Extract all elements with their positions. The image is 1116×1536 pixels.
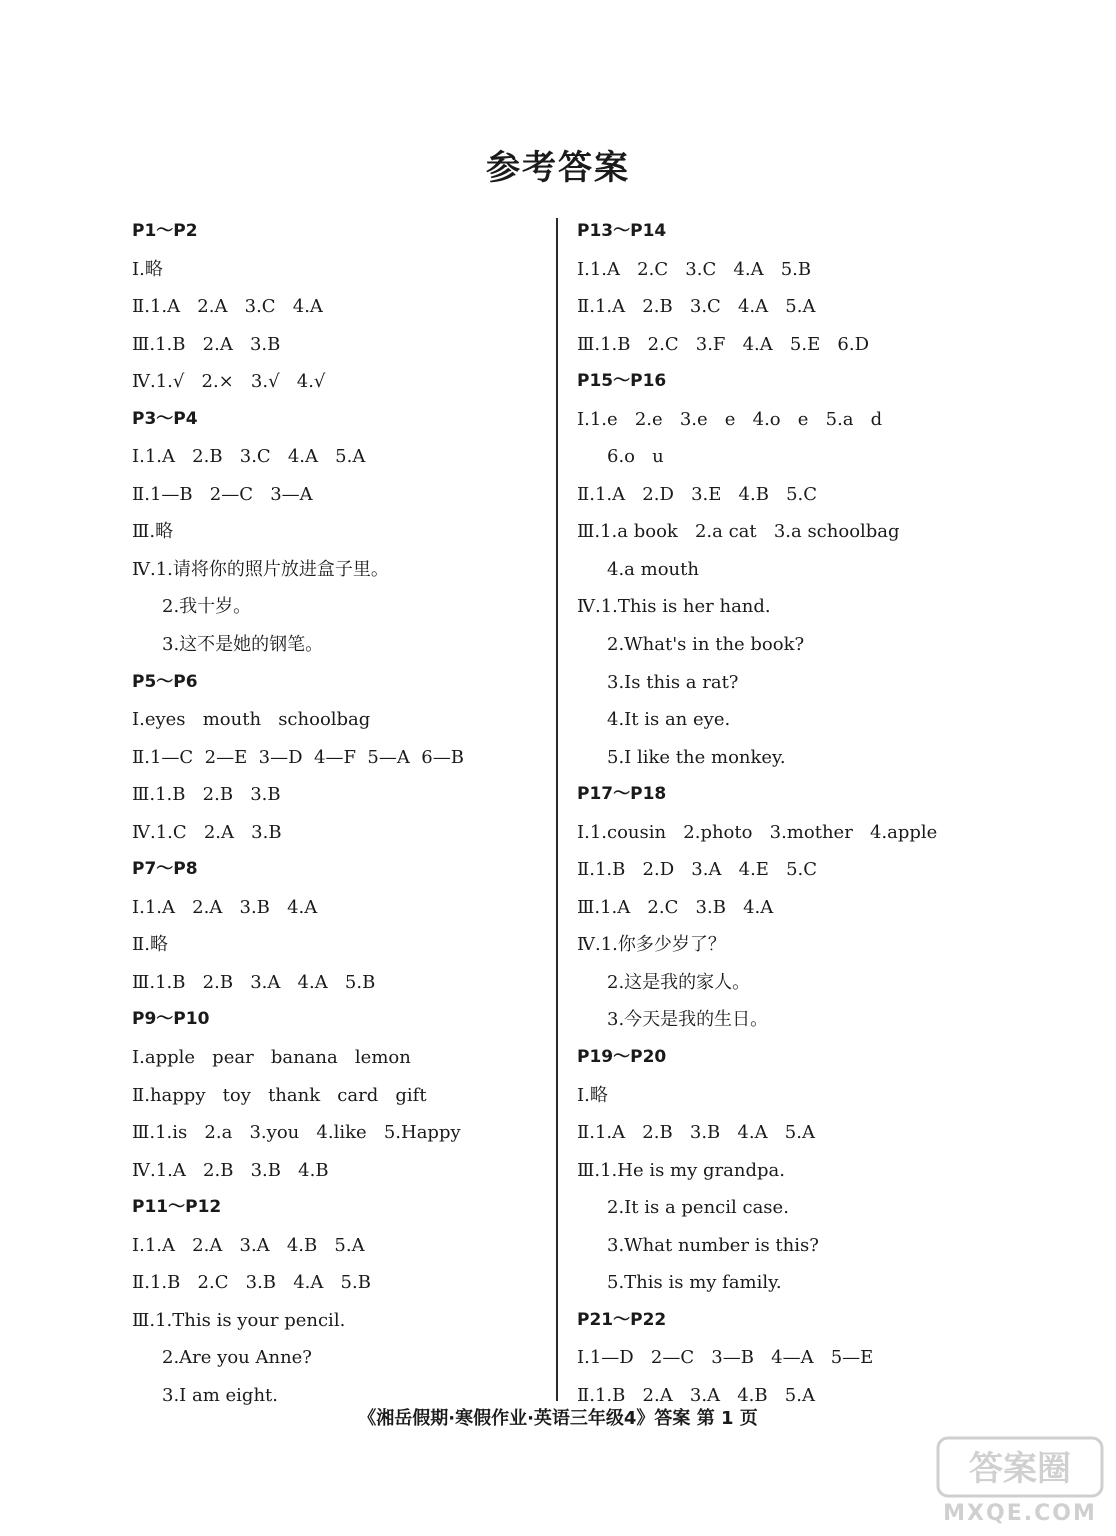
section-heading: P7～P8 — [132, 859, 198, 880]
answer-line: Ⅰ.1.e 2.e 3.e e 4.o e 5.a d — [577, 408, 883, 430]
answer-line: Ⅳ.1.√ 2.× 3.√ 4.√ — [132, 371, 326, 393]
answer-line: Ⅲ.1.B 2.B 3.B — [132, 784, 281, 806]
answer-line: 2.我十岁。 — [162, 596, 252, 618]
answer-line: 2.Are you Anne? — [162, 1347, 312, 1369]
answer-line: Ⅰ.apple pear banana lemon — [132, 1047, 411, 1069]
answer-line: Ⅳ.1.请将你的照片放进盒子里。 — [132, 558, 389, 580]
section-heading: P9～P10 — [132, 1009, 210, 1030]
answer-line: Ⅰ.略 — [577, 1084, 608, 1106]
watermark-logo — [932, 1432, 1108, 1528]
answer-line: Ⅳ.1.你多少岁了？ — [577, 934, 726, 956]
answer-line: Ⅲ.1.B 2.C 3.F 4.A 5.E 6.D — [577, 333, 870, 355]
answer-line: Ⅰ.1.A 2.C 3.C 4.A 5.B — [577, 258, 812, 280]
answer-line: Ⅱ.略 — [132, 934, 168, 956]
answer-line: Ⅰ.eyes mouth schoolbag — [132, 709, 371, 731]
answer-line: Ⅲ.1.is 2.a 3.you 4.like 5.Happy — [132, 1122, 461, 1144]
answer-line: 3.Is this a rat? — [607, 671, 739, 693]
column-divider — [556, 218, 558, 1401]
answer-line: Ⅱ.1.A 2.A 3.C 4.A — [132, 296, 323, 318]
section-heading: P1～P2 — [132, 221, 198, 241]
answer-line: 3.今天是我的生日。 — [607, 1009, 769, 1031]
section-heading: P11～P12 — [132, 1197, 222, 1218]
section-heading: P3～P4 — [132, 408, 198, 429]
answer-line: Ⅱ.1.A 2.D 3.E 4.B 5.C — [577, 483, 818, 505]
answer-line: 6.o u — [607, 446, 664, 468]
answer-line: 3.I am eight. — [162, 1384, 279, 1406]
answer-line: 5.This is my family. — [607, 1272, 782, 1294]
answer-line: Ⅲ.1.B 2.A 3.B — [132, 333, 281, 355]
page-title: 参考答案 — [486, 148, 630, 188]
section-heading: P21～P22 — [577, 1309, 667, 1330]
answer-line: Ⅱ.1—B 2—C 3—A — [132, 483, 313, 505]
answer-line: Ⅲ.1.This is your pencil. — [132, 1309, 346, 1331]
answer-line: Ⅱ.happy toy thank card gift — [132, 1084, 427, 1106]
answer-line: Ⅱ.1.B 2.C 3.B 4.A 5.B — [132, 1272, 371, 1294]
watermark-top-text: 答案圈 — [969, 1449, 1071, 1489]
answer-line: Ⅳ.1.C 2.A 3.B — [132, 821, 282, 843]
answer-line: Ⅰ.1—D 2—C 3—B 4—A 5—E — [577, 1347, 874, 1369]
answer-line: 4.It is an eye. — [607, 709, 731, 731]
answer-line: Ⅲ.1.A 2.C 3.B 4.A — [577, 896, 774, 918]
answer-line: Ⅰ.1.A 2.B 3.C 4.A 5.A — [132, 446, 366, 468]
answer-line: 2.What's in the book? — [607, 634, 805, 656]
answer-line: Ⅲ.1.He is my grandpa. — [577, 1159, 785, 1181]
answer-line: 4.a mouth — [607, 558, 699, 580]
section-heading: P5～P6 — [132, 671, 198, 692]
answer-line: Ⅱ.1.A 2.B 3.C 4.A 5.A — [577, 296, 816, 318]
answer-column-right — [577, 213, 997, 1415]
answer-line: Ⅱ.1—C 2—E 3—D 4—F 5—A 6—B — [132, 746, 464, 768]
section-heading: P13～P14 — [577, 221, 667, 241]
answer-line: Ⅱ.1.B 2.D 3.A 4.E 5.C — [577, 859, 818, 881]
section-heading: P17～P18 — [577, 784, 667, 805]
answer-line: 3.这不是她的钢笔。 — [162, 634, 324, 656]
answer-line: 3.What number is this? — [607, 1234, 819, 1256]
answer-line: Ⅲ.1.B 2.B 3.A 4.A 5.B — [132, 971, 376, 993]
answer-line: 2.It is a pencil case. — [607, 1197, 789, 1219]
watermark-bottom-text: MXQE.COM — [943, 1501, 1097, 1526]
page-footer: 《湘岳假期·寒假作业·英语三年级4》答案 第 1 页 — [358, 1408, 758, 1429]
section-heading: P19～P20 — [577, 1047, 667, 1068]
answer-line: Ⅰ.1.A 2.A 3.B 4.A — [132, 896, 318, 918]
answer-line: Ⅲ.略 — [132, 521, 174, 543]
answer-column-left — [132, 213, 547, 1415]
section-heading: P15～P16 — [577, 371, 667, 392]
answer-line: Ⅲ.1.a book 2.a cat 3.a schoolbag — [577, 521, 900, 543]
answer-line: Ⅰ.1.A 2.A 3.A 4.B 5.A — [132, 1234, 365, 1256]
answer-line: Ⅰ.1.cousin 2.photo 3.mother 4.apple — [577, 821, 938, 843]
answer-line: 2.这是我的家人。 — [607, 971, 751, 993]
answer-line: Ⅳ.1.This is her hand. — [577, 596, 771, 618]
answer-line: Ⅱ.1.A 2.B 3.B 4.A 5.A — [577, 1122, 815, 1144]
answer-line: 5.I like the monkey. — [607, 746, 786, 768]
answer-line: Ⅳ.1.A 2.B 3.B 4.B — [132, 1159, 329, 1181]
answer-line: Ⅱ.1.B 2.A 3.A 4.B 5.A — [577, 1384, 815, 1406]
answer-line: Ⅰ.略 — [132, 258, 163, 280]
